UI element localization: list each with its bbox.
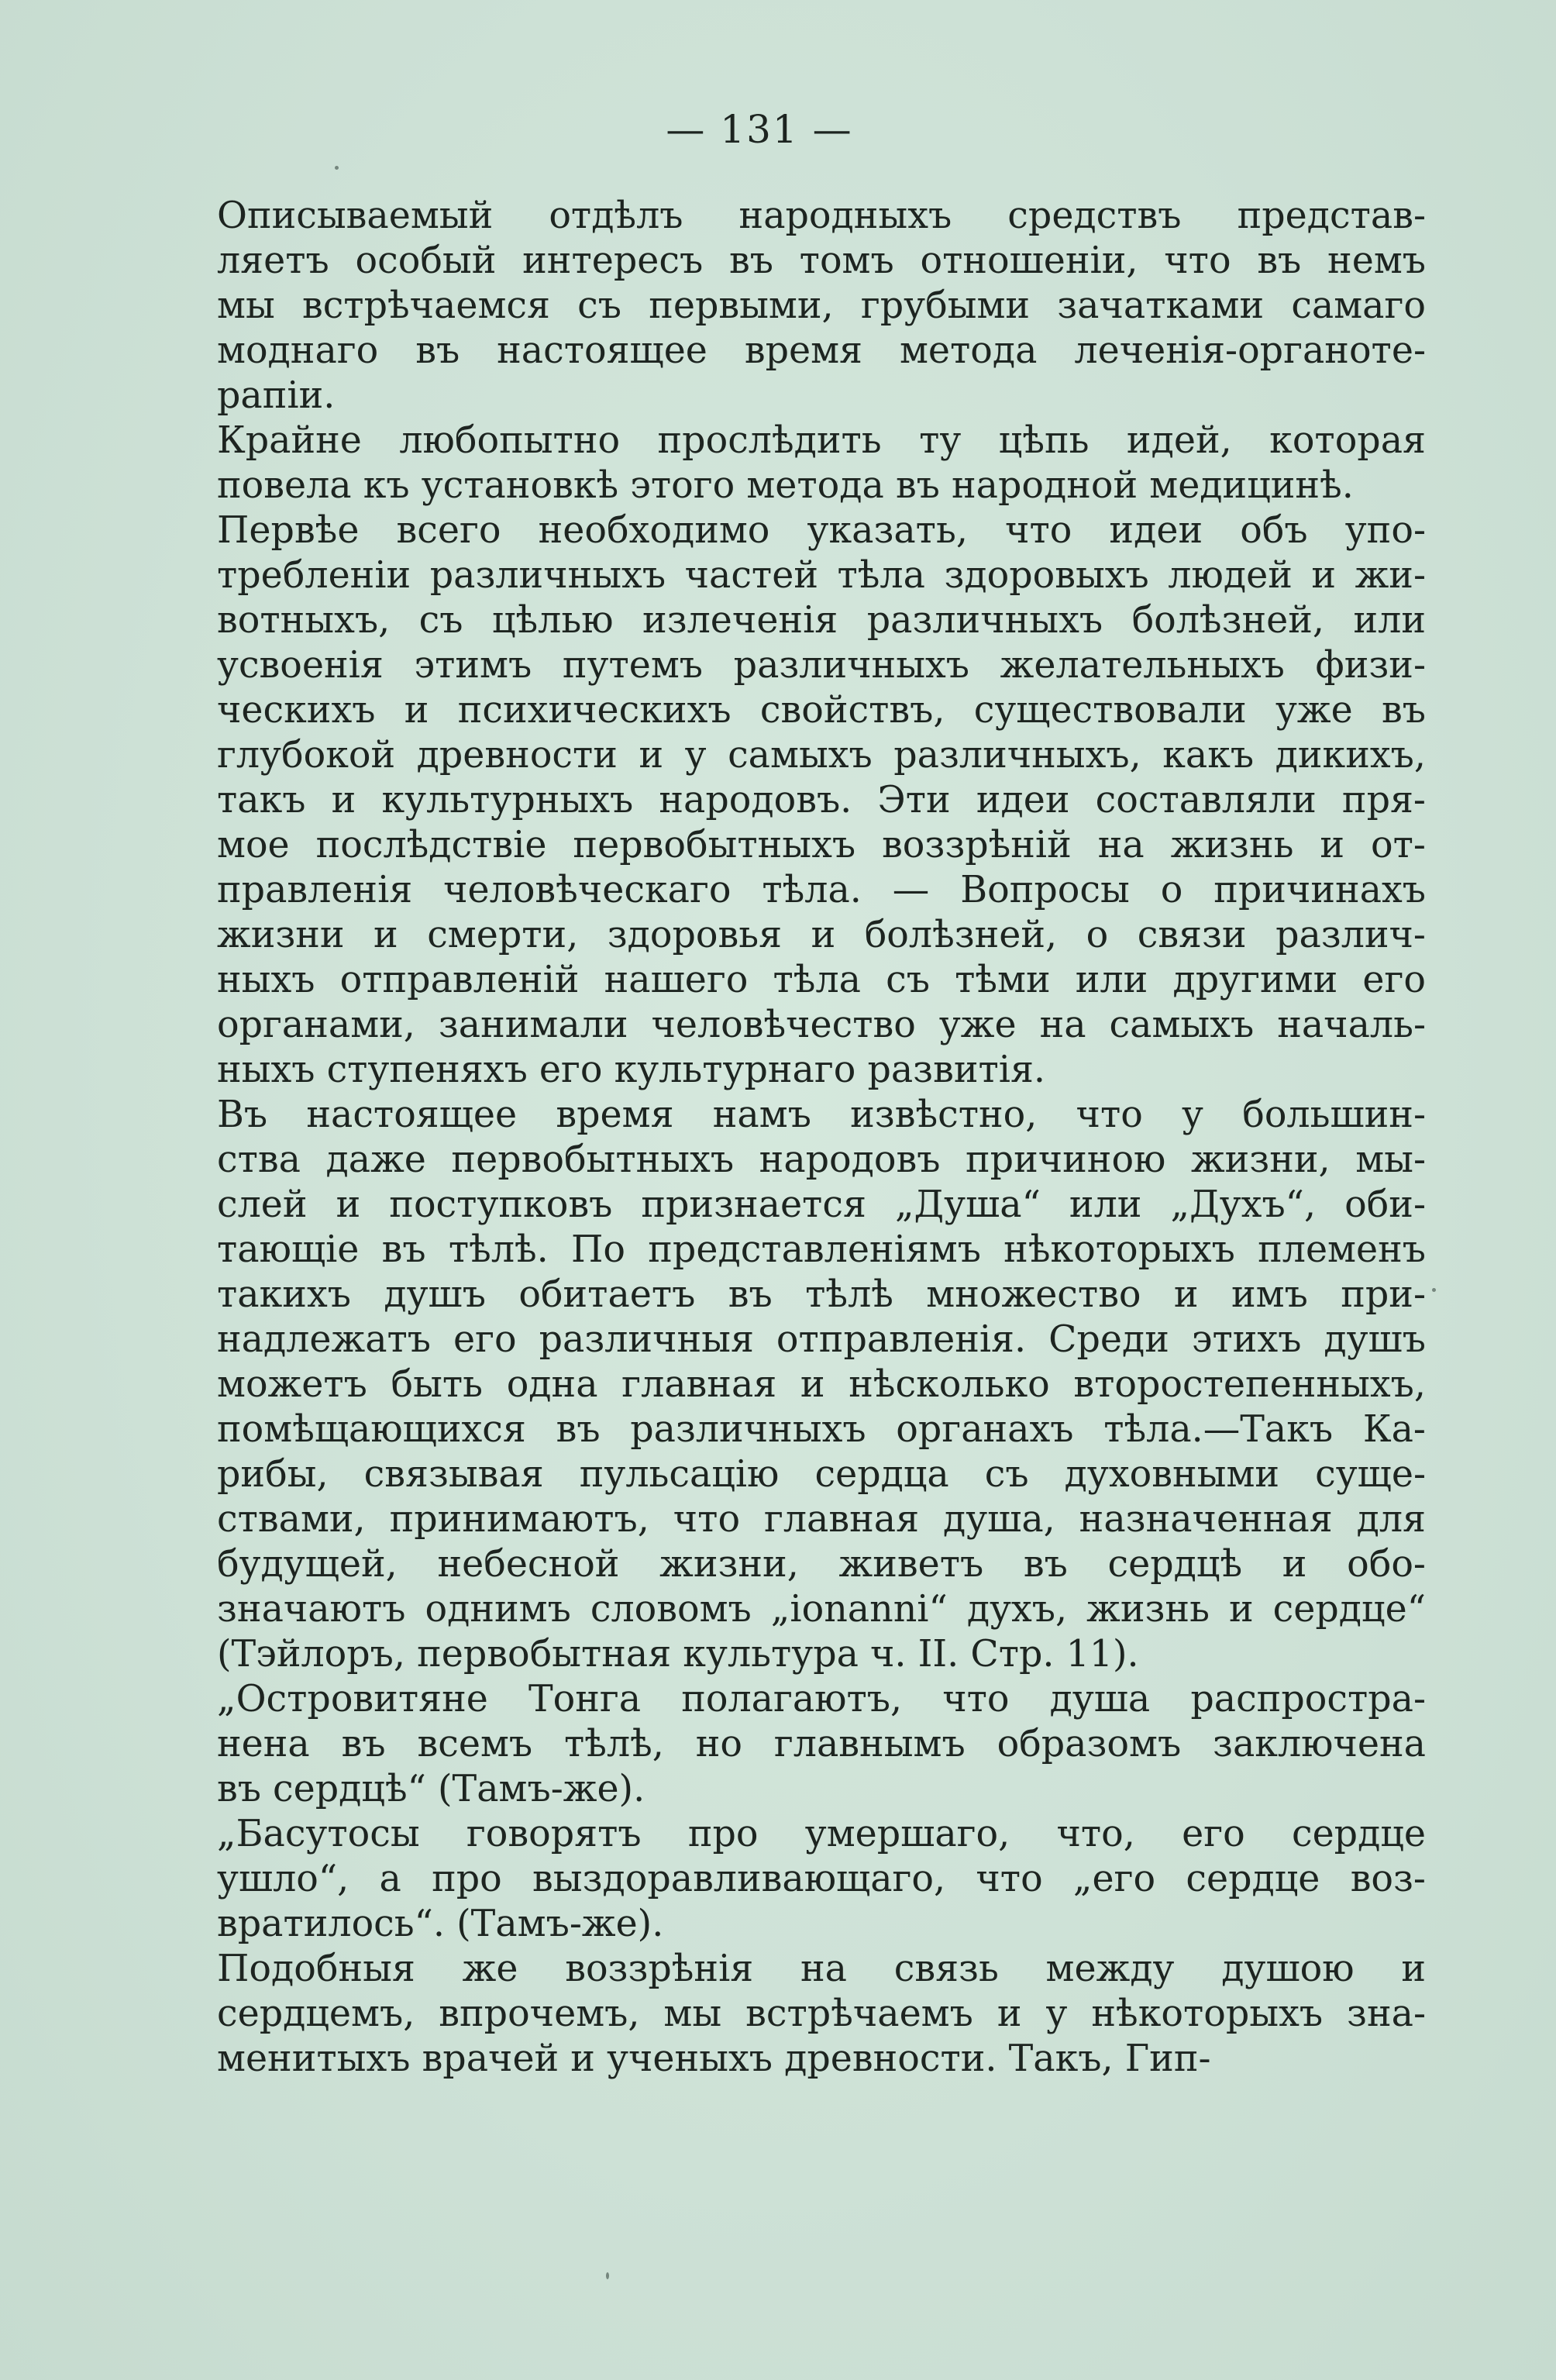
text-line: будущей, небесной жизни, живетъ въ сердцѣ и обо- — [217, 1543, 1426, 1586]
text-line: требленіи различныхъ частей тѣла здоровыхъ людей и жи- — [217, 554, 1426, 597]
paragraph — [108, 1677, 1426, 1812]
text-line: нена въ всемъ тѣлѣ, но главнымъ образомъ заключена — [217, 1723, 1426, 1765]
text-line: помѣщающихся въ различныхъ органахъ тѣла.—Такъ Ка- — [217, 1408, 1426, 1451]
paragraph — [108, 508, 1426, 1093]
text-line: такъ и культурныхъ народовъ. Эти идеи составляли пря- — [217, 779, 1426, 821]
text-line: ушло“, а про выздоравливающаго, что „его сердце воз- — [217, 1858, 1426, 1900]
text-line: повела къ установкѣ этого метода въ народной медицинѣ. — [217, 464, 1354, 507]
text-line: менитыхъ врачей и ученыхъ древности. Такъ, Гип- — [217, 2037, 1211, 2080]
text-line: ства даже первобытныхъ народовъ причиною жизни, мы- — [217, 1138, 1426, 1181]
text-line: „Басутосы говорятъ про умершаго, что, его сердце — [217, 1813, 1426, 1855]
text-line: жизни и смерти, здоровья и болѣзней, о связи различ- — [217, 914, 1426, 956]
text-line: можетъ быть одна главная и нѣсколько второстепенныхъ, — [217, 1363, 1426, 1406]
text-line: моднаго въ настоящее время метода леченія-органоте- — [217, 329, 1426, 372]
text-line: ческихъ и психическихъ свойствъ, существовали уже въ — [217, 689, 1426, 732]
text-line: глубокой древности и у самыхъ различныхъ, какъ дикихъ, — [217, 734, 1426, 777]
text-line: „Островитяне Тонга полагаютъ, что душа распростра- — [217, 1678, 1426, 1720]
paragraph — [108, 418, 1426, 508]
paragraph — [108, 194, 1426, 418]
text-line: такихъ душъ обитаетъ въ тѣлѣ множество и имъ при- — [217, 1273, 1426, 1316]
text-line: вратилось“. (Тамъ-же). — [217, 1903, 664, 1945]
text-line: слей и поступковъ признается „Душа“ или „Духъ“, оби- — [217, 1183, 1426, 1226]
text-line: сердцемъ, впрочемъ, мы встрѣчаемъ и у нѣкоторыхъ зна- — [217, 1993, 1426, 2035]
page-number: — 131 — — [666, 107, 853, 152]
paragraph — [108, 1947, 1426, 2082]
text-line: (Тэйлоръ, первобытная культура ч. II. Стр. 11). — [217, 1633, 1139, 1676]
text-line: Въ настоящее время намъ извѣстно, что у большин- — [217, 1094, 1426, 1136]
text-line: рибы, связывая пульсацію сердца съ духовными суще- — [217, 1453, 1426, 1496]
text-line: усвоенія этимъ путемъ различныхъ желательныхъ физи- — [217, 644, 1426, 687]
paper-speck — [606, 2272, 609, 2279]
text-line: органами, занимали человѣчество уже на самыхъ началь- — [217, 1004, 1426, 1046]
paper-speck — [1432, 1288, 1436, 1292]
text-line: надлежатъ его различныя отправленія. Среди этихъ душъ — [217, 1318, 1426, 1361]
text-line: ныхъ ступеняхъ его культурнаго развитія. — [217, 1049, 1046, 1091]
text-line: рапіи. — [217, 374, 336, 417]
text-line: правленія человѣческаго тѣла. — Вопросы о причинахъ — [217, 869, 1426, 911]
text-line: мое послѣдствіе первобытныхъ воззрѣній на жизнь и от- — [217, 824, 1426, 866]
text-line: значаютъ однимъ словомъ „ionanni“ духъ, жизнь и сердце“ — [217, 1588, 1426, 1631]
text-line: тающіе въ тѣлѣ. По представленіямъ нѣкоторыхъ племенъ — [217, 1228, 1426, 1271]
text-line: Первѣе всего необходимо указать, что идеи объ упо- — [217, 509, 1426, 552]
text-line: ныхъ отправленій нашего тѣла съ тѣми или другими его — [217, 959, 1426, 1001]
text-line: въ сердцѣ“ (Тамъ-же). — [217, 1768, 645, 1810]
paragraph — [108, 1093, 1426, 1677]
paragraph — [108, 1812, 1426, 1947]
body-text — [108, 194, 1426, 2082]
text-line: Описываемый отдѣлъ народныхъ средствъ представ- — [217, 195, 1426, 237]
text-line: ляетъ особый интересъ въ томъ отношеніи, что въ немъ — [217, 239, 1426, 282]
text-line: Подобныя же воззрѣнія на связь между душою и — [217, 1948, 1426, 1990]
text-line: ствами, принимаютъ, что главная душа, назначенная для — [217, 1498, 1426, 1541]
paper-speck — [335, 166, 339, 170]
text-line: мы встрѣчаемся съ первыми, грубыми зачатками самаго — [217, 284, 1426, 327]
text-line: Крайне любопытно прослѣдить ту цѣпь идей, которая — [217, 419, 1426, 462]
text-line: вотныхъ, съ цѣлью излеченія различныхъ болѣзней, или — [217, 599, 1426, 642]
